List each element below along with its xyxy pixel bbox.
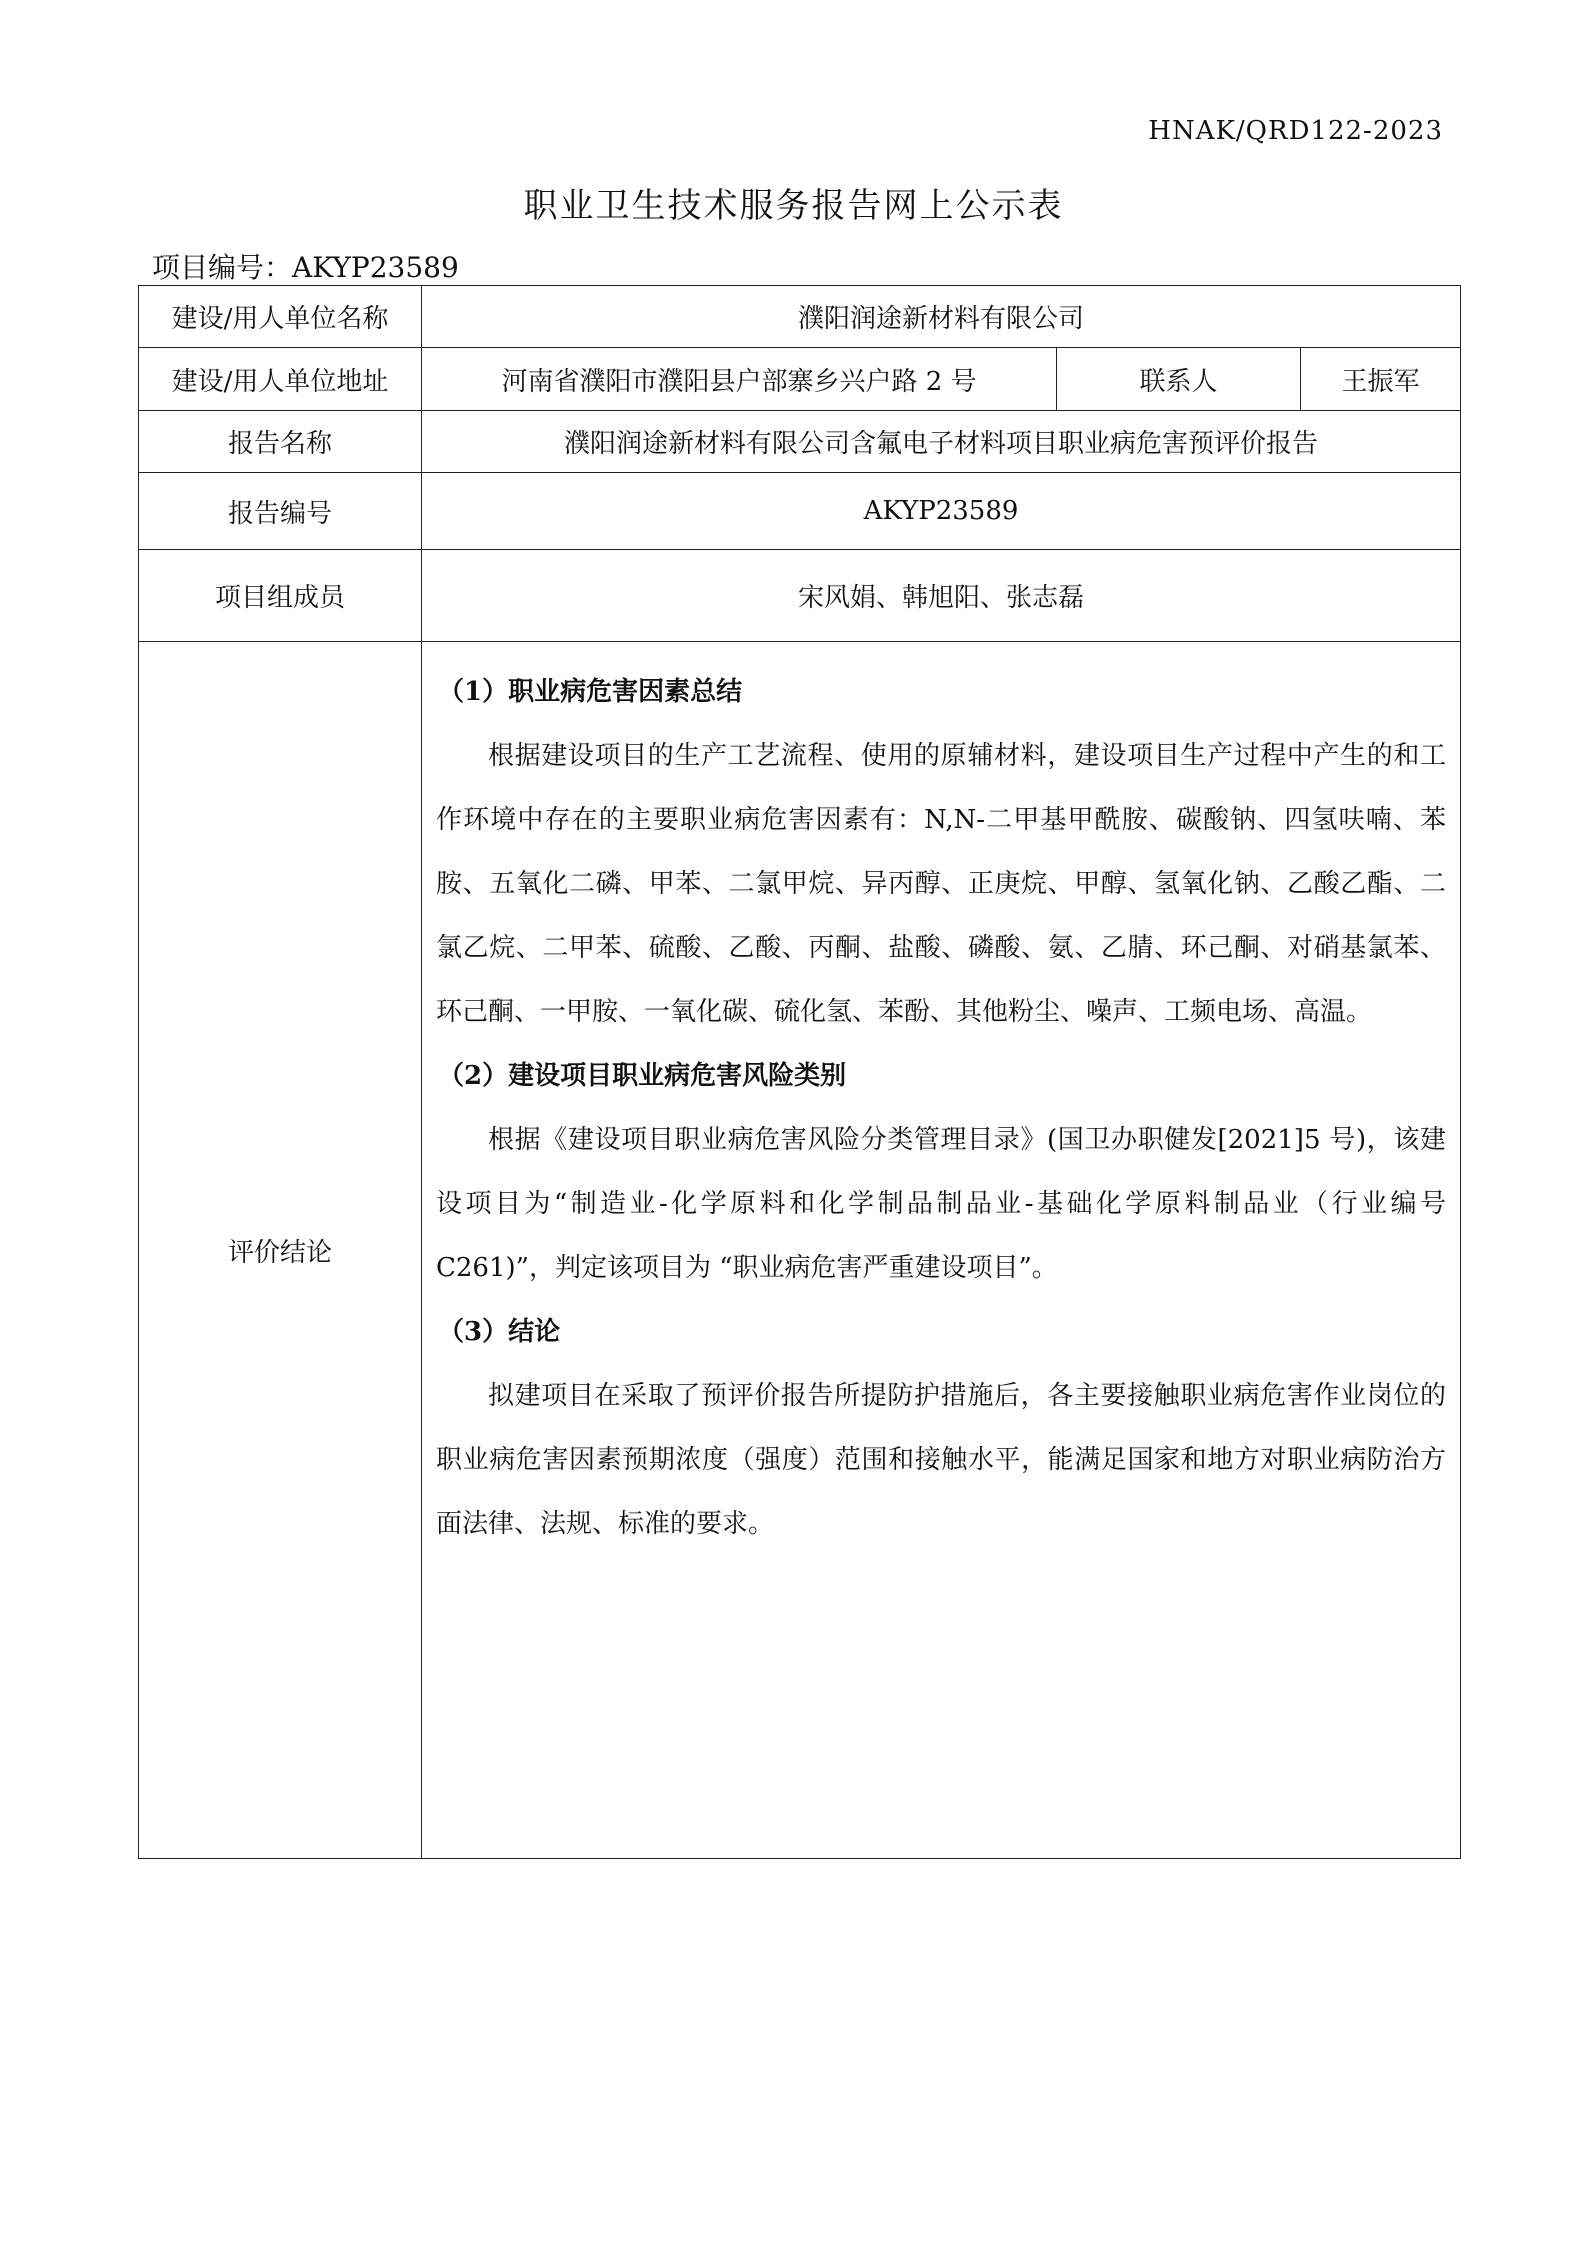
section-1-text: 根据建设项目的生产工艺流程、使用的原辅材料，建设项目生产过程中产生的和工作环境中存在的主要职业病危害因素有：N,N-二甲基甲酰胺、碳酸钠、四氢呋喃、苯胺、五氧化二磷、甲苯、二氯甲烷、异丙醇、正庚烷、甲醇、氢氧化钠、乙酸乙酯、二氯乙烷、二甲苯、硫酸、乙酸、丙酮、盐酸、磷酸、氨、乙腈、环己酮、对硝基氯苯、环己酮、一甲胺、一氧化碳、硫化氢、苯酚、其他粉尘、噪声、工频电场、高温。 <box>436 741 1447 1027</box>
table-row-conclusion <box>139 642 1461 1859</box>
report-name-value: 濮阳润途新材料有限公司含氟电子材料项目职业病危害预评价报告 <box>422 411 1461 473</box>
unit-address-value: 河南省濮阳市濮阳县户部寨乡兴户路 2 号 <box>422 348 1057 411</box>
table-row-unit-name <box>139 286 1461 348</box>
conclusion-label: 评价结论 <box>139 642 422 1859</box>
table-row-members <box>139 550 1461 642</box>
project-number-value: AKYP23589 <box>292 251 459 284</box>
table-row-unit-address <box>139 348 1461 411</box>
project-number <box>152 246 459 286</box>
info-table <box>138 285 1461 1859</box>
project-number-label: 项目编号： <box>152 251 293 284</box>
section-3-text: 拟建项目在采取了预评价报告所提防护措施后，各主要接触职业病危害作业岗位的职业病危害因素预期浓度（强度）范围和接触水平，能满足国家和地方对职业病防治方面法律、法规、标准的要求。 <box>436 1381 1447 1539</box>
report-number-label: 报告编号 <box>139 473 422 550</box>
contact-value: 王振军 <box>1301 348 1461 411</box>
document-code: HNAK/QRD122-2023 <box>1148 116 1443 146</box>
table-row-report-name <box>139 411 1461 473</box>
report-name-label: 报告名称 <box>139 411 422 473</box>
contact-label: 联系人 <box>1057 348 1301 411</box>
members-label: 项目组成员 <box>139 550 422 642</box>
table-row-report-no <box>139 473 1461 550</box>
page-title: 职业卫生技术服务报告网上公示表 <box>523 186 1064 226</box>
section-1-title: （1）职业病危害因素总结 <box>438 677 743 707</box>
section-3-title: （3）结论 <box>438 1317 561 1347</box>
section-2-title: （2）建设项目职业病危害风险类别 <box>438 1061 847 1091</box>
section-2-text: 根据《建设项目职业病危害风险分类管理目录》(国卫办职健发[2021]5 号)，该建设项目为“制造业-化学原料和化学制品制品业-基础化学原料制品业（行业编号 C261)”，判定该项目为 “职业病危害严重建设项目”。 <box>436 1125 1447 1283</box>
unit-name-value: 濮阳润途新材料有限公司 <box>422 286 1461 348</box>
unit-name-label: 建设/用人单位名称 <box>139 286 422 348</box>
report-number-value: AKYP23589 <box>422 473 1461 550</box>
members-value: 宋风娟、韩旭阳、张志磊 <box>422 550 1461 642</box>
unit-address-label: 建设/用人单位地址 <box>139 348 422 411</box>
conclusion-content <box>422 642 1461 1859</box>
